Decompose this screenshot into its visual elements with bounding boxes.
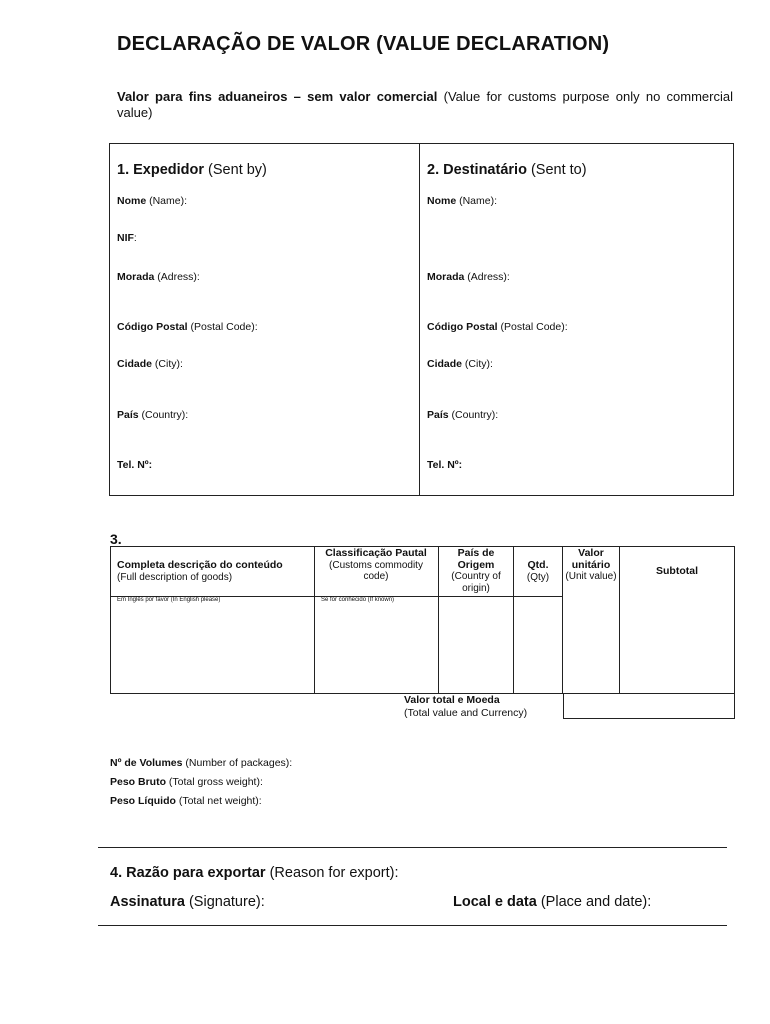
packages-count-field[interactable] <box>110 757 292 769</box>
recipient-heading-rest: (Sent to) <box>526 162 587 178</box>
sender-country-field[interactable] <box>117 409 188 421</box>
intro-bold: Valor para fins aduaneiros – sem valor comercial <box>117 89 438 104</box>
col-title: Classificação Pautal <box>325 547 427 559</box>
field-hint: (Adress): <box>464 271 510 283</box>
recipient-country-field[interactable] <box>427 409 498 421</box>
col-title: Subtotal <box>656 565 698 577</box>
col-title: Qtd. <box>527 559 549 571</box>
field-label: Peso Bruto <box>110 776 167 788</box>
field-label: Nome <box>427 195 457 207</box>
gross-weight-field[interactable] <box>110 776 263 788</box>
address-divider <box>419 143 420 496</box>
sender-nif-field[interactable] <box>117 232 137 244</box>
field-label: Tel. Nº: <box>117 459 153 471</box>
field-hint: (Name): <box>146 195 188 207</box>
field-label: Peso Líquido <box>110 795 176 807</box>
col-subtitle: (Customs commodity code) <box>329 559 423 582</box>
field-label: Cidade <box>117 358 153 370</box>
field-label: Código Postal <box>117 321 188 333</box>
field-label: 4. Razão para exportar <box>110 865 266 881</box>
sender-heading <box>117 162 267 178</box>
field-hint: (Country): <box>138 409 189 421</box>
recipient-name-field[interactable] <box>427 195 497 207</box>
section4-bottom-rule <box>98 925 727 926</box>
sender-name-field[interactable] <box>117 195 187 207</box>
page-title: DECLARAÇÃO DE VALOR (VALUE DECLARATION) <box>117 33 610 55</box>
sender-heading-bold: 1. Expedidor <box>117 162 205 178</box>
field-label: Nº de Volumes <box>110 757 183 769</box>
recipient-address-field[interactable] <box>427 271 510 283</box>
signature-field[interactable] <box>110 894 265 910</box>
field-hint: (Total net weight): <box>175 795 262 807</box>
field-label: Código Postal <box>427 321 498 333</box>
sender-address-field[interactable] <box>117 271 200 283</box>
goods-col-divider <box>314 546 315 694</box>
col-subtitle: (Full description of goods) <box>117 571 233 583</box>
total-value-field[interactable] <box>563 693 735 719</box>
place-date-field[interactable] <box>453 894 651 910</box>
goods-col-divider <box>438 546 439 694</box>
field-hint: (Reason for export): <box>265 865 399 881</box>
field-label: NIF <box>117 232 134 244</box>
sender-phone-field[interactable] <box>117 459 152 471</box>
address-box <box>109 143 734 496</box>
field-hint: (City): <box>462 358 493 370</box>
field-hint: (Signature): <box>184 894 265 910</box>
field-hint: (Postal Code): <box>497 321 568 333</box>
sender-postal-field[interactable] <box>117 321 258 333</box>
field-hint: (City): <box>152 358 183 370</box>
col-title: Completa descrição do conteúdo <box>117 559 283 571</box>
section3-label: 3. <box>110 531 122 547</box>
sender-city-field[interactable] <box>117 358 183 370</box>
col-classification-header <box>316 548 436 583</box>
recipient-phone-field[interactable] <box>427 459 462 471</box>
field-hint: (Postal Code): <box>187 321 258 333</box>
field-label: País <box>427 409 449 421</box>
intro-text <box>117 89 733 121</box>
field-hint: (Name): <box>456 195 498 207</box>
field-label: País <box>117 409 139 421</box>
recipient-city-field[interactable] <box>427 358 493 370</box>
intro-rest: (Value for customs purpose only no commercial value) <box>117 89 733 120</box>
recipient-heading <box>427 162 587 178</box>
field-hint: (Country): <box>448 409 499 421</box>
total-title: Valor total e Moeda <box>404 694 500 706</box>
col-title: Valor unitário <box>571 547 611 571</box>
col-classification-note: Se for conhecido (If known) <box>321 597 395 603</box>
sender-heading-rest: (Sent by) <box>204 162 267 178</box>
field-label: Local e data <box>453 894 537 910</box>
export-reason-field[interactable] <box>110 865 399 881</box>
field-label: Nome <box>117 195 147 207</box>
field-label: Assinatura <box>110 894 185 910</box>
col-description-note: Em Inglês por favor (In English please) <box>117 597 221 603</box>
section4-top-rule <box>98 847 727 848</box>
col-subtitle: (Unit value) <box>565 571 617 582</box>
field-label: Tel. Nº: <box>427 459 463 471</box>
col-qty-header <box>514 560 562 583</box>
field-hint: : <box>133 232 137 244</box>
field-label: Morada <box>117 271 155 283</box>
col-origin-header <box>442 548 510 594</box>
col-subtotal-header <box>620 566 734 578</box>
total-subtitle: (Total value and Currency) <box>404 707 528 719</box>
total-value-label <box>404 694 527 720</box>
field-hint: (Adress): <box>154 271 200 283</box>
field-label: Cidade <box>427 358 463 370</box>
field-hint: (Number of packages): <box>182 757 293 769</box>
net-weight-field[interactable] <box>110 795 262 807</box>
recipient-heading-bold: 2. Destinatário <box>427 162 527 178</box>
col-subtitle: (Country of origin) <box>451 571 501 594</box>
field-label: Morada <box>427 271 465 283</box>
field-hint: (Total gross weight): <box>166 776 263 788</box>
recipient-postal-field[interactable] <box>427 321 568 333</box>
col-unit-value-header <box>563 548 619 583</box>
field-hint: (Place and date): <box>536 894 652 910</box>
col-subtitle: (Qty) <box>526 571 550 583</box>
col-description-header <box>117 560 283 583</box>
col-title: País de Origem <box>457 547 495 571</box>
